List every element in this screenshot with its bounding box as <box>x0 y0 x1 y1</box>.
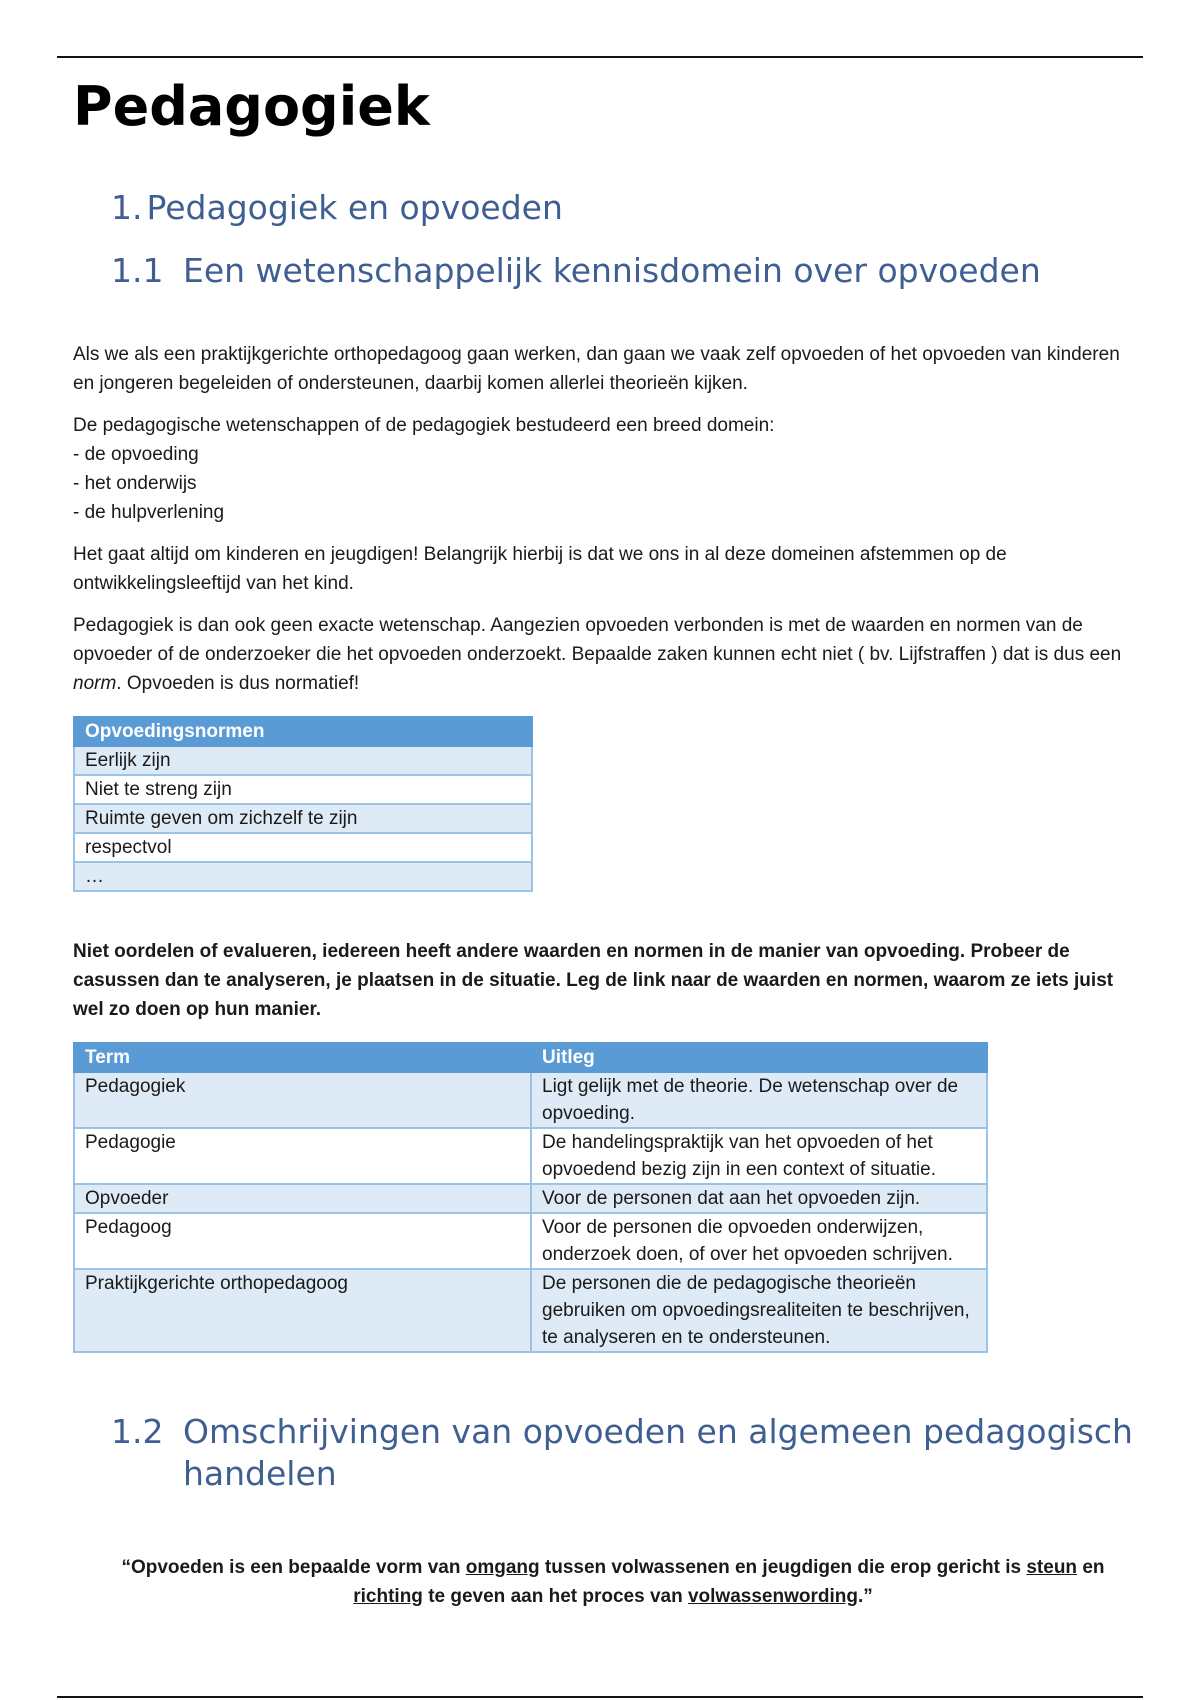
table-row <box>74 1072 987 1128</box>
table-row <box>74 1184 987 1213</box>
norms-table-header: Opvoedingsnormen <box>74 717 532 746</box>
quote-underline: richting <box>353 1586 423 1607</box>
paragraph-children: Het gaat altijd om kinderen en jeugdigen! Belangrijk hierbij is dat we ons in al deze domeinen afstemmen op de ontwikkelingsleeftijd van het kind. <box>73 544 1007 594</box>
heading-1-number: 1. <box>111 188 143 227</box>
table-row <box>74 833 532 862</box>
quote-underline: omgang <box>465 1557 540 1578</box>
list-item: - het onderwijs <box>73 473 197 494</box>
quote-text: te geven aan het proces van <box>422 1586 688 1607</box>
paragraph-domains-intro: De pedagogische wetenschappen of de pedagogiek bestudeerd een breed domein: <box>73 415 775 436</box>
explanation-cell: Ligt gelijk met de theorie. De wetenschap over de opvoeding. <box>531 1072 987 1128</box>
table-row <box>74 1269 987 1352</box>
table-cell: Eerlijk zijn <box>74 746 532 775</box>
document-page <box>73 72 1133 1611</box>
quote-text: .” <box>857 1586 873 1607</box>
bold-note: Niet oordelen of evalueren, iedereen heeft andere waarden en normen in de manier van opvoeding. Probeer de casussen dan te analyseren, je plaatsen in de situatie. Leg de link naar de waarden en normen, waarom ze iets juist wel zo doen op hun manier. <box>73 941 1114 1020</box>
term-cell: Pedagoog <box>74 1213 531 1269</box>
definition-quote <box>113 1553 1113 1611</box>
terms-table <box>73 1042 988 1353</box>
heading-1 <box>111 186 1133 230</box>
terms-header-term: Term <box>74 1043 531 1072</box>
norms-table <box>73 716 533 892</box>
explanation-cell: Voor de personen dat aan het opvoeden zijn. <box>531 1184 987 1213</box>
table-row <box>74 746 532 775</box>
top-rule <box>57 56 1143 58</box>
table-row <box>74 862 532 891</box>
heading-1-2-number: 1.2 <box>111 1412 164 1451</box>
paragraph-norms <box>73 611 1133 698</box>
term-cell: Pedagogiek <box>74 1072 531 1128</box>
term-cell: Pedagogie <box>74 1128 531 1184</box>
quote-text: en <box>1077 1557 1105 1578</box>
quote-text: tussen volwassenen en jeugdigen die erop gericht is <box>539 1557 1027 1578</box>
term-cell: Praktijkgerichte orthopedagoog <box>74 1269 531 1352</box>
paragraph-norms-text-a: Pedagogiek is dan ook geen exacte wetenschap. Aangezien opvoeden verbonden is met de waarden en normen van de opvoeder of de onderzoeker die het opvoeden onderzoekt. Bepaalde zaken kunnen echt niet ( bv. Lijfstraffen ) dat is dus een <box>73 615 1122 665</box>
quote-underline: volwassenwording <box>687 1586 858 1607</box>
bottom-rule <box>57 1696 1143 1698</box>
table-cell: Ruimte geven om zichzelf te zijn <box>74 804 532 833</box>
table-row <box>74 1128 987 1184</box>
quote-underline: steun <box>1026 1557 1078 1578</box>
table-cell: respectvol <box>74 833 532 862</box>
heading-1-1-number: 1.1 <box>111 251 164 290</box>
table-row <box>74 775 532 804</box>
quote-text: “Opvoeden is een bepaalde vorm van <box>121 1557 466 1578</box>
norm-emphasis: norm <box>73 673 117 694</box>
list-item: - de hulpverlening <box>73 502 225 523</box>
table-row <box>74 1213 987 1269</box>
explanation-cell: De personen die de pedagogische theorieën gebruiken om opvoedingsrealiteiten te beschrijven, te analyseren en te ondersteunen. <box>531 1269 987 1352</box>
terms-header-uitleg: Uitleg <box>531 1043 987 1072</box>
term-cell: Opvoeder <box>74 1184 531 1213</box>
paragraph-norms-text-b: . Opvoeden is dus normatief! <box>116 673 360 694</box>
explanation-cell: De handelingspraktijk van het opvoeden of het opvoedend bezig zijn in een context of situatie. <box>531 1128 987 1184</box>
document-title: Pedagogiek <box>73 75 430 138</box>
list-item: - de opvoeding <box>73 444 199 465</box>
paragraph-intro: Als we als een praktijkgerichte orthopedagoog gaan werken, dan gaan we vaak zelf opvoeden of het opvoeden van kinderen en jongeren begeleiden of ondersteunen, daarbij komen allerlei theorieën kijken. <box>73 344 1120 394</box>
heading-1-text: Pedagogiek en opvoeden <box>146 188 563 227</box>
table-row <box>74 804 532 833</box>
heading-1-2 <box>111 1411 1133 1495</box>
table-cell: Niet te streng zijn <box>74 775 532 804</box>
heading-1-1 <box>111 250 1133 292</box>
domain-list <box>73 440 1133 527</box>
heading-1-2-text: Omschrijvingen van opvoeden en algemeen pedagogisch handelen <box>183 1412 1133 1493</box>
table-cell: … <box>74 862 532 891</box>
explanation-cell: Voor de personen die opvoeden onderwijzen, onderzoek doen, of over het opvoeden schrijven. <box>531 1213 987 1269</box>
heading-1-1-text: Een wetenschappelijk kennisdomein over opvoeden <box>183 251 1041 290</box>
